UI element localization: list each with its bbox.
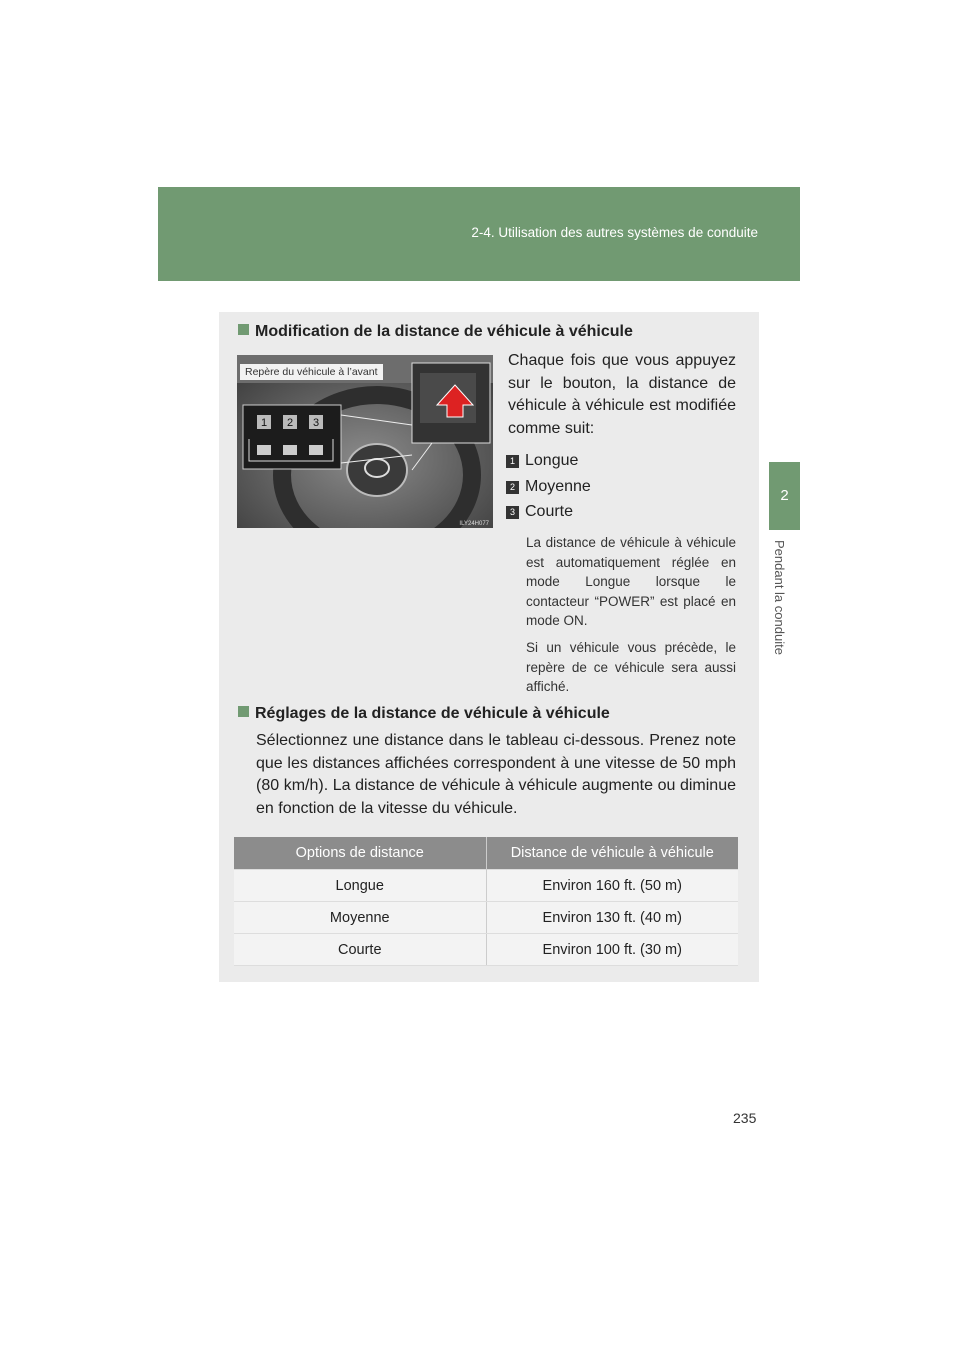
- note-auto-mode: La distance de véhicule à véhicule est automatiquement réglée en mode Longue lorsque le contacteur “POWER” est placé en mode ON.: [526, 535, 736, 628]
- option-label: Courte: [525, 503, 574, 520]
- table-cell-option: Moyenne: [234, 902, 486, 934]
- dashboard-illustration: [237, 355, 493, 528]
- section-heading-text: Réglages de la distance de véhicule à véhicule: [255, 705, 610, 722]
- option-courte: [506, 503, 573, 521]
- table-cell-option: Courte: [234, 934, 486, 966]
- page-number: 235: [733, 1110, 757, 1126]
- option-label: Longue: [525, 452, 579, 469]
- number-marker-icon: 2: [506, 481, 519, 494]
- chapter-header: [158, 187, 800, 281]
- dashboard-photo: [237, 355, 493, 528]
- table-row: [234, 902, 738, 934]
- section2-body: Sélectionnez une distance dans le tableau ci-dessous. Prenez note que les distances affichées correspondent à une vitesse de 50 mph (80 km/h). La distance de véhicule à véhicule augmente ou diminue en fonction de la vitesse du véhicule.: [256, 732, 736, 817]
- distance-table: [234, 837, 738, 966]
- square-bullet-icon: [238, 706, 249, 717]
- figure-digit-3: 3: [312, 417, 320, 429]
- figure-digit-2: 2: [286, 417, 294, 429]
- section-heading-reglages: [238, 705, 610, 723]
- option-longue: [506, 452, 578, 470]
- figure-code: ILY24H077: [459, 521, 489, 527]
- table-cell-distance: Environ 160 ft. (50 m): [486, 870, 738, 902]
- option-moyenne: [506, 478, 591, 496]
- table-row: [234, 934, 738, 966]
- table-header-row: [234, 837, 738, 870]
- table-row: [234, 870, 738, 902]
- figure-callout: Repère du véhicule à l’avant: [240, 364, 383, 380]
- chapter-tab-label: Pendant la conduite: [772, 540, 787, 655]
- chapter-tab-number: 2: [769, 462, 800, 530]
- table-cell-option: Longue: [234, 870, 486, 902]
- table-cell-distance: Environ 100 ft. (30 m): [486, 934, 738, 966]
- section1-body: Chaque fois que vous appuyez sur le bouton, la distance de véhicule à véhicule est modifiée comme suit:: [508, 352, 736, 437]
- table-header-options: Options de distance: [234, 837, 486, 870]
- chapter-title: 2-4. Utilisation des autres systèmes de conduite: [471, 225, 758, 240]
- section-heading-modification: [238, 323, 633, 341]
- car-icons: [257, 445, 323, 455]
- square-bullet-icon: [238, 324, 249, 335]
- option-label: Moyenne: [525, 478, 591, 495]
- table-header-distance: Distance de véhicule à véhicule: [486, 837, 738, 870]
- section-heading-text: Modification de la distance de véhicule à véhicule: [255, 323, 633, 340]
- note-preceding-vehicle: Si un véhicule vous précède, le repère de ce véhicule sera aussi affiché.: [526, 640, 736, 694]
- figure-digit-1: 1: [260, 417, 268, 429]
- number-marker-icon: 3: [506, 506, 519, 519]
- number-marker-icon: 1: [506, 455, 519, 468]
- table-cell-distance: Environ 130 ft. (40 m): [486, 902, 738, 934]
